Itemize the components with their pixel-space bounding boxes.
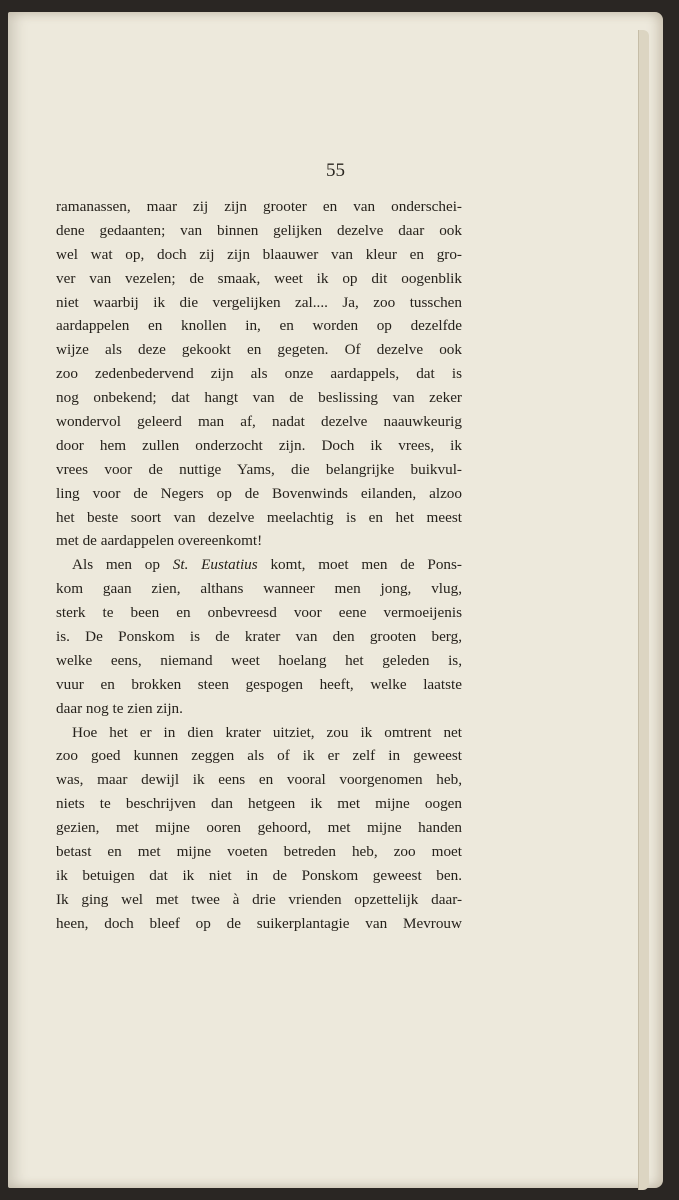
text-line: vrees voor de nuttige Yams, die belangrijke buikvul- — [56, 460, 462, 478]
text-line: ling voor de Negers op de Bovenwinds eilanden, alzoo — [56, 484, 462, 502]
body-text — [56, 195, 462, 936]
text-line: betast en met mijne voeten betreden heb, zoo moet — [56, 843, 462, 861]
place-name-italic: St. Eustatius — [172, 556, 258, 574]
text-line: door hem zullen onderzocht zijn. Doch ik vrees, ik — [56, 436, 462, 454]
text-line: Ik ging wel met twee à drie vrienden opzettelijk daar- — [56, 890, 462, 908]
text-line: ik betuigen dat ik niet in de Ponskom geweest ben. — [56, 866, 462, 884]
text-line: ramanassen, maar zij zijn grooter en van onderschei- — [56, 198, 462, 215]
text-line: is. De Ponskom is de krater van den grooten berg, — [56, 628, 462, 646]
text-line: ver van vezelen; de smaak, weet ik op dit oogenblik — [56, 269, 462, 287]
text-line: niets te beschrijven dan hetgeen ik met mijne oogen — [56, 795, 462, 813]
text-line: dene gedaanten; van binnen gelijken dezelve daar ook — [56, 221, 462, 239]
text-line: Hoe het er in dien krater uitziet, zou ik omtrent net — [72, 723, 462, 741]
page-number: 55 — [326, 160, 345, 181]
text-line: met de aardappelen overeenkomt! — [56, 532, 263, 550]
text-line: wondervol geleerd man af, nadat dezelve naauwkeurig — [56, 413, 462, 431]
text-line: vuur en brokken steen gespogen heeft, welke laatste — [56, 675, 462, 693]
text-line: wel wat op, doch zij zijn blaauwer van kleur en gro- — [56, 245, 462, 263]
text-line: kom gaan zien, althans wanneer men jong, vlug, — [56, 580, 462, 598]
text-line: sterk te been en onbevreesd voor eene vermoeijenis — [56, 604, 462, 622]
text-line — [56, 553, 462, 577]
text-line: was, maar dewijl ik eens en vooral voorgenomen heb, — [56, 771, 462, 789]
text-line: welke eens, niemand weet hoelang het geleden is, — [56, 651, 462, 669]
text-line: niet waarbij ik die vergelijken zal.... Ja, zoo tusschen — [56, 293, 462, 311]
text-line: daar nog te zien zijn. — [56, 699, 183, 717]
text-line: zoo goed kunnen zeggen als of ik er zelf in geweest — [56, 747, 462, 765]
text-line: aardappelen en knollen in, en worden op dezelfde — [56, 317, 462, 335]
text-line: wijze als deze gekookt en gegeten. Of dezelve ook — [56, 341, 462, 359]
text-fragment: komt, moet men de Pons- — [257, 556, 462, 574]
page-edge — [638, 30, 649, 1190]
text-fragment: Als men op — [72, 556, 173, 574]
text-line: heen, doch bleef op de suikerplantagie van Mevrouw — [56, 914, 462, 932]
text-line: zoo zedenbedervend zijn als onze aardappels, dat is — [56, 365, 462, 383]
text-line: het beste soort van dezelve meelachtig is en het meest — [56, 508, 462, 526]
text-line: gezien, met mijne ooren gehoord, met mijne handen — [56, 819, 462, 837]
text-line: nog onbekend; dat hangt van de beslissing van zeker — [56, 389, 462, 407]
book-page — [8, 12, 663, 1188]
